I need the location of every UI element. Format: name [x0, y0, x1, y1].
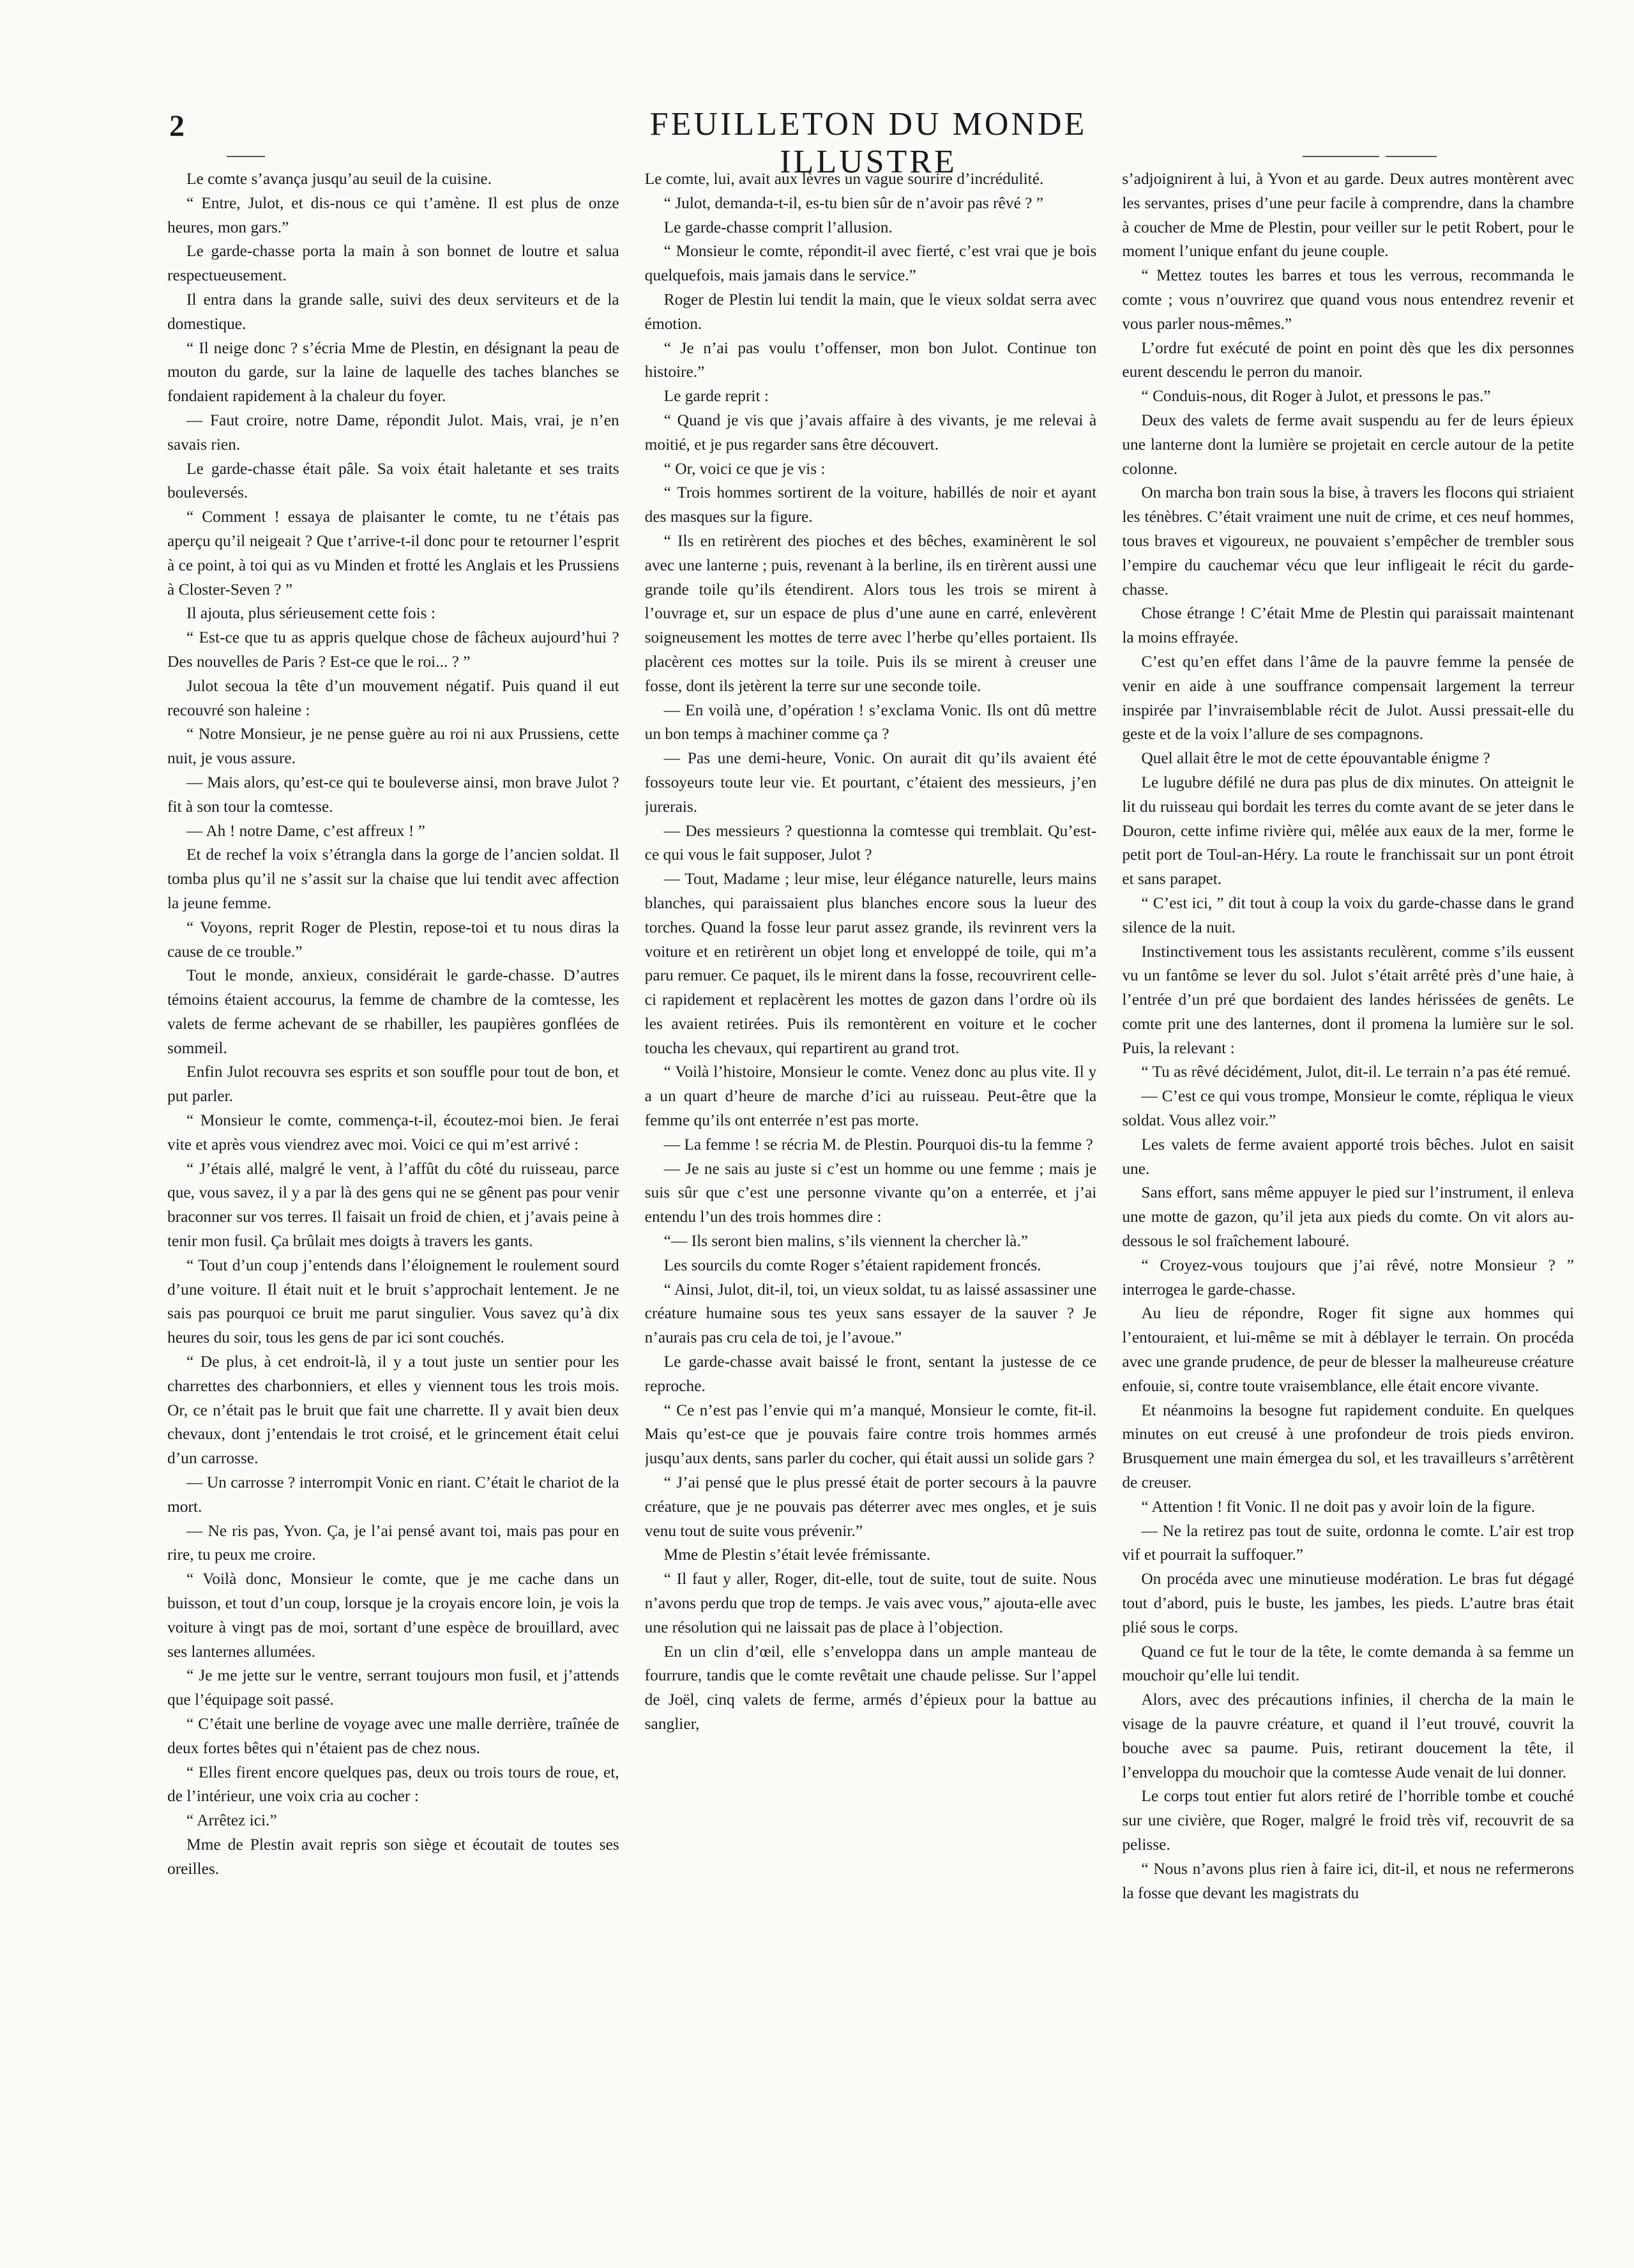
paragraph: “ Arrêtez ici.”	[186, 1811, 277, 1830]
paragraph: Roger de Plestin lui tendit la main, que le vieux soldat serra avec émotion.	[644, 290, 1097, 333]
paragraph: “ Ainsi, Julot, dit-il, toi, un vieux soldat, tu as laissé assassiner une créature humaine sous tes yeux sans essayer de la sauver ? Je n’aurais pas cru cela de toi, je l’avoue.”	[644, 1280, 1097, 1347]
paragraph: Enfin Julot recouvra ses esprits et son souffle pour tout de bon, et put parler.	[167, 1063, 619, 1106]
article-columns	[167, 167, 1574, 2115]
paragraph: — Un carrosse ? interrompit Vonic en riant. C’était le chariot de la mort.	[167, 1473, 619, 1516]
paragraph: “ Entre, Julot, et dis-nous ce qui t’amène. Il est plus de onze heures, mon gars.”	[167, 194, 619, 236]
paragraph: C’est qu’en effet dans l’âme de la pauvre femme la pensée de venir en aide à une souffrance compensait largement la terreur inspirée par l’invraisemblable récit de Julot. Aussi pressait-elle du geste et de la voix l’allure de ses compagnons.	[1122, 652, 1575, 743]
paragraph: En un clin d’œil, elle s’enveloppa dans un ample manteau de fourrure, tandis que le comte revêtait une chaude pelisse. Sur l’appel de Joël, cinq valets de ferme, armés d’épieux pour la battue au sanglier,	[644, 1642, 1097, 1733]
paragraph: On marcha bon train sous la bise, à travers les flocons qui striaient les ténèbres. C’était vraiment une nuit de crime, et ces neuf hommes, tous braves et vigoureux, ne pouvaient s’empêcher de trembler sous l’empire du cauchemar vécu que leur infligeait le récit du garde-chasse.	[1122, 483, 1575, 598]
paragraph: “ Tu as rêvé décidément, Julot, dit-il. Le terrain n’a pas été remué.	[1141, 1063, 1571, 1081]
header-rule-left	[227, 156, 265, 157]
paragraph: — Pas une demi-heure, Vonic. On aurait dit qu’ils avaient été fossoyeurs toute leur vie. Et pourtant, c’étaient des messieurs, j’en jurerais.	[644, 749, 1097, 816]
paragraph: Les valets de ferme avaient apporté trois bêches. Julot en saisit une.	[1122, 1135, 1575, 1178]
paragraph: “ Comment ! essaya de plaisanter le comte, tu ne t’étais pas aperçu qu’il neigeait ? Que t’arrive-t-il donc pour te retourner l’esprit à ce point, à toi qui as vu Minden et frotté les Anglais et les Prussiens à Closter-Seven ? ”	[167, 508, 619, 598]
paragraph: Quel allait être le mot de cette épouvantable énigme ?	[1141, 749, 1490, 768]
paragraph: “ Voyons, reprit Roger de Plestin, repose-toi et tu nous diras la cause de ce trouble.”	[167, 918, 619, 961]
paragraph: — Je ne sais au juste si c’est un homme ou une femme ; mais je suis sûr que c’est une personne vivante qu’on a enterrée, et j’ai entendu l’un des trois hommes dire :	[644, 1159, 1097, 1226]
paragraph: Deux des valets de ferme avait suspendu au fer de leurs épieux une lanterne dont la lumière se projetait en cercle autour de la petite colonne.	[1122, 411, 1575, 478]
paragraph: Au lieu de répondre, Roger fit signe aux hommes qui l’entouraient, et lui-même se mit à déblayer le terrain. On procéda avec une grande prudence, de peur de blesser la malheureuse créature enfouie, si, contre toute vraisemblance, elle était encore vivante.	[1122, 1304, 1575, 1395]
paragraph: L’ordre fut exécuté de point en point dès que les dix personnes eurent descendu le perron du manoir.	[1122, 339, 1575, 381]
paragraph: Alors, avec des précautions infinies, il chercha de la main le visage de la pauvre créature, et quand il l’eut trouvé, couvrit la bouche avec sa paume. Puis, retirant doucement la tête, il l’enveloppa du mouchoir que la comtesse Aude venait de lui donner.	[1122, 1691, 1575, 1781]
paragraph: “ Je me jette sur le ventre, serrant toujours mon fusil, et j’attends que l’équipage soit passé.	[167, 1666, 619, 1709]
paragraph: “ Il neige donc ? s’écria Mme de Plestin, en désignant la peau de mouton du garde, sur la laine de laquelle des taches blanches se fondaient rapidement à la chaleur du foyer.	[167, 339, 619, 406]
paragraph: “ Est-ce que tu as appris quelque chose de fâcheux aujourd’hui ? Des nouvelles de Paris ? Est-ce que le roi... ? ”	[167, 628, 619, 671]
paragraph: — Faut croire, notre Dame, répondit Julot. Mais, vrai, je n’en savais rien.	[167, 411, 619, 453]
paragraph: “ Voilà l’histoire, Monsieur le comte. Venez donc au plus vite. Il y a un quart d’heure de marche d’ici au ruisseau. Peut-être que la femme qu’ils ont enterrée n’est pas morte.	[644, 1063, 1097, 1130]
paragraph: “ Il faut y aller, Roger, dit-elle, tout de suite, tout de suite. Nous n’avons perdu que trop de temps. Je vais avec vous,” ajouta-elle avec une résolution qui ne laissait pas de place à l’objection.	[644, 1570, 1097, 1636]
paragraph: “ Monsieur le comte, commença-t-il, écoutez-moi bien. Je ferai vite et après vous viendrez avec moi. Voici ce qui m’est arrivé :	[167, 1111, 619, 1153]
paragraph: “ Attention ! fit Vonic. Il ne doit pas y avoir loin de la figure.	[1141, 1497, 1536, 1516]
paragraph: — Ah ! notre Dame, c’est affreux ! ”	[186, 821, 425, 840]
paragraph: “— Ils seront bien malins, s’ils viennent la chercher là.”	[663, 1232, 1029, 1251]
paragraph: Il entra dans la grande salle, suivi des deux serviteurs et de la domestique.	[167, 290, 619, 333]
paragraph: Le corps tout entier fut alors retiré de l’horrible tombe et couché sur une civière, que Roger, malgré le froid très vif, recouvrit de sa pelisse.	[1122, 1787, 1575, 1853]
paragraph: “ Trois hommes sortirent de la voiture, habillés de noir et ayant des masques sur la figure.	[644, 483, 1097, 526]
paragraph: Sans effort, sans même appuyer le pied sur l’instrument, il enleva une motte de gazon, qu’il jeta aux pieds du comte. On vit alors au-dessous le sol fraîchement labouré.	[1122, 1183, 1575, 1251]
paragraph: — En voilà une, d’opération ! s’exclama Vonic. Ils ont dû mettre un bon temps à machiner comme ça ?	[644, 701, 1097, 743]
paragraph: “ Elles firent encore quelques pas, deux ou trois tours de roue, et, de l’intérieur, une voix cria au cocher :	[167, 1763, 619, 1806]
paragraph: “ Quand je vis que j’avais affaire à des vivants, je me relevai à moitié, et je pus regarder sans être découvert.	[644, 411, 1097, 453]
paragraph: “ Monsieur le comte, répondit-il avec fierté, c’est vrai que je bois quelquefois, mais jamais dans le service.”	[644, 242, 1097, 285]
paragraph: Le garde reprit :	[663, 387, 769, 406]
paragraph: — Ne ris pas, Yvon. Ça, je l’ai pensé avant toi, mais pas pour en rire, tu peux me croire.	[167, 1521, 619, 1564]
paragraph: Le garde-chasse porta la main à son bonnet de loutre et salua respectueusement.	[167, 242, 619, 285]
paragraph: — C’est ce qui vous trompe, Monsieur le comte, répliqua le vieux soldat. Vous allez voir.”	[1122, 1087, 1575, 1130]
paragraph: Tout le monde, anxieux, considérait le garde-chasse. D’autres témoins étaient accourus, la femme de chambre de la comtesse, les valets de ferme achevant de se rhabiller, les paupières gonflées de sommeil.	[167, 966, 619, 1057]
header-rule-right-short	[1386, 156, 1437, 157]
paragraph: “ Croyez-vous toujours que j’ai rêvé, notre Monsieur ? ” interrogea le garde-chasse.	[1122, 1256, 1575, 1298]
paragraph: “ Mettez toutes les barres et tous les verrous, recommanda le comte ; vous n’ouvrirez que quand vous nous entendrez revenir et vous parler nous-mêmes.”	[1122, 266, 1575, 333]
paragraph: “ Notre Monsieur, je ne pense guère au roi ni aux Prussiens, cette nuit, je vous assure.	[167, 725, 619, 768]
paragraph: s’adjoignirent à lui, à Yvon et au garde. Deux autres montèrent avec les servantes, prises d’une peur facile à comprendre, dans la chambre à coucher de Mme de Plestin, pour veiller sur le petit Robert, pour le moment l’unique enfant du jeune couple.	[1122, 170, 1575, 261]
column-1	[167, 167, 619, 2115]
paragraph: Quand ce fut le tour de la tête, le comte demanda à sa femme un mouchoir qu’elle lui tendit.	[1122, 1642, 1575, 1685]
paragraph: Et néanmoins la besogne fut rapidement conduite. En quelques minutes on eut creusé à une profondeur de trois pieds environ. Brusquement une main émergea du sol, et les travailleurs s’arrêtèrent de creuser.	[1122, 1401, 1575, 1492]
paragraph: “ C’était une berline de voyage avec une malle derrière, traînée de deux fortes bêtes qui n’étaient pas de chez nous.	[167, 1715, 619, 1757]
paragraph: — Des messieurs ? questionna la comtesse qui tremblait. Qu’est-ce qui vous le fait supposer, Julot ?	[644, 821, 1097, 864]
paragraph: Le comte s’avança jusqu’au seuil de la cuisine.	[186, 170, 492, 188]
paragraph: — La femme ! se récria M. de Plestin. Pourquoi dis-tu la femme ?	[663, 1135, 1093, 1153]
paragraph: — Ne la retirez pas tout de suite, ordonna le comte. L’air est trop vif et pourrait la suffoquer.”	[1122, 1521, 1575, 1564]
paragraph: — Mais alors, qu’est-ce qui te bouleverse ainsi, mon brave Julot ? fit à son tour la comtesse.	[167, 773, 619, 816]
paragraph: Instinctivement tous les assistants reculèrent, comme s’ils eussent vu un fantôme se lever du sol. Julot s’était arrêté près d’une haie, à l’entrée d’un pré que bordaient des landes hérissées de genêts. Le comte prit une des lanternes, dont il promena la lumière sur le sol. Puis, la relevant :	[1122, 942, 1575, 1057]
paragraph: “ Ce n’est pas l’envie qui m’a manqué, Monsieur le comte, fit-il. Mais qu’est-ce que je pouvais faire contre trois hommes armés jusqu’aux dents, sans parler du cocher, qui était aussi un solide gars ?	[644, 1401, 1097, 1468]
paragraph: “ Ils en retirèrent des pioches et des bêches, examinèrent le sol avec une lanterne ; puis, revenant à la berline, ils en tirèrent aussi une grande toile qu’ils étendirent. Alors tous les trois se mirent à l’ouvrage et, sur un espace de plus d’une aune en carré, enlevèrent soigneusement les mottes de terre avec l’herbe qu’elles portaient. Ils placèrent ces mottes sur la toile. Puis ils se mirent à creuser une fosse, dont ils jetèrent la terre sur une seconde toile.	[644, 531, 1097, 695]
paragraph: Le garde-chasse avait baissé le front, sentant la justesse de ce reproche.	[644, 1353, 1097, 1395]
paragraph: Il ajouta, plus sérieusement cette fois :	[186, 604, 435, 623]
paragraph: Julot secoua la tête d’un mouvement négatif. Puis quand il eut recouvré son haleine :	[167, 676, 619, 719]
page-title: FEUILLETON DU MONDE ILLUSTRE	[649, 106, 1087, 180]
page-number: 2	[169, 109, 185, 143]
paragraph: “ Nous n’avons plus rien à faire ici, dit-il, et nous ne refermerons la fosse que devant les magistrats du	[1122, 1859, 1575, 1902]
paragraph: Mme de Plestin avait repris son siège et écoutait de toutes ses oreilles.	[167, 1835, 619, 1878]
paragraph: “ J’ai pensé que le plus pressé était de porter secours à la pauvre créature, que je ne pouvais pas déterrer avec mes ongles, et je suis venu tout de suite vous prévenir.”	[644, 1473, 1097, 1540]
paragraph: “ Voilà donc, Monsieur le comte, que je me cache dans un buisson, et tout d’un coup, lorsque je la croyais encore loin, je vois la voiture à vingt pas de moi, sortant d’une espèce de brouillard, avec ses lanternes allumées.	[167, 1570, 619, 1661]
header-rule-right	[1303, 156, 1379, 157]
paragraph: Le lugubre défilé ne dura pas plus de dix minutes. On atteignit le lit du ruisseau qui bordait les terres du comte avant de se jeter dans le Douron, cette infime rivière qui, mêlée aux eaux de la mer, forme le petit port de Toul-an-Héry. La route le franchissait sur un pont étroit et sans parapet.	[1122, 773, 1575, 888]
paragraph: — Tout, Madame ; leur mise, leur élégance naturelle, leurs mains blanches, qui paraissaient plus blanches encore sous la lueur des torches. Quand la fosse leur parut assez grande, ils revinrent vers la voiture et en retirèrent un objet long et enveloppé de toile, qui m’a paru remuer. Ce paquet, ils le mirent dans la fosse, recouvrirent celle-ci rapidement et replacèrent les mottes de gazon dans l’ordre où ils les avaient retirées. Puis ils remontèrent en voiture et le cocher toucha les chevaux, qui repartirent au grand trot.	[644, 870, 1097, 1057]
paragraph: Le garde-chasse comprit l’allusion.	[663, 218, 893, 236]
paragraph: Les sourcils du comte Roger s’étaient rapidement froncés.	[663, 1256, 1041, 1274]
paragraph: Mme de Plestin s’était levée frémissante.	[663, 1546, 931, 1564]
paragraph: On procéda avec une minutieuse modération. Le bras fut dégagé tout d’abord, puis le buste, les jambes, les pieds. L’autre bras était plié sous le corps.	[1122, 1570, 1575, 1636]
paragraph: “ Tout d’un coup j’entends dans l’éloignement le roulement sourd d’une voiture. Il était nuit et le bruit s’approchait lentement. Je ne sais pas pourquoi ce bruit me parut singulier. Vous savez qu’à dix heures du soir, tous les gens de par ici sont couchés.	[167, 1256, 619, 1347]
paragraph: Le comte, lui, avait aux lèvres un vague sourire d’incrédulité.	[644, 170, 1044, 188]
paragraph: “ Julot, demanda-t-il, es-tu bien sûr de n’avoir pas rêvé ? ”	[663, 194, 1044, 212]
column-2	[645, 167, 1097, 2115]
paragraph: “ Je n’ai pas voulu t’offenser, mon bon Julot. Continue ton histoire.”	[644, 339, 1097, 381]
paragraph: “ J’étais allé, malgré le vent, à l’affût du côté du ruisseau, parce que, vous savez, il y a par là des gens qui ne se gênent pas pour venir braconner sur vos terres. Il faisait un froid de chien, et j’avais peine à tenir mon fusil. Ça brûlait mes doigts à travers les gants.	[167, 1159, 619, 1251]
paragraph: “ Or, voici ce que je vis :	[663, 459, 826, 478]
paragraph: “ C’est ici, ” dit tout à coup la voix du garde-chasse dans le grand silence de la nuit.	[1122, 894, 1575, 936]
paragraph: “ De plus, à cet endroit-là, il y a tout juste un sentier pour les charrettes des charbonniers, et elles y viennent tous les trois mois. Or, ce n’était pas le bruit que fait une charrette. Il y avait bien deux chevaux, dont j’entendais le trot croisé, et le grincement était celui d’un carrosse.	[167, 1353, 619, 1468]
paragraph: Et de rechef la voix s’étrangla dans la gorge de l’ancien soldat. Il tomba plus qu’il ne s’assit sur la chaise que lui tendit avec affection la jeune femme.	[167, 846, 619, 912]
column-3	[1122, 167, 1574, 2115]
paragraph: Le garde-chasse était pâle. Sa voix était haletante et ses traits bouleversés.	[167, 459, 619, 502]
paragraph: “ Conduis-nous, dit Roger à Julot, et pressons le pas.”	[1141, 387, 1491, 406]
paragraph: Chose étrange ! C’était Mme de Plestin qui paraissait maintenant la moins effrayée.	[1122, 604, 1575, 647]
